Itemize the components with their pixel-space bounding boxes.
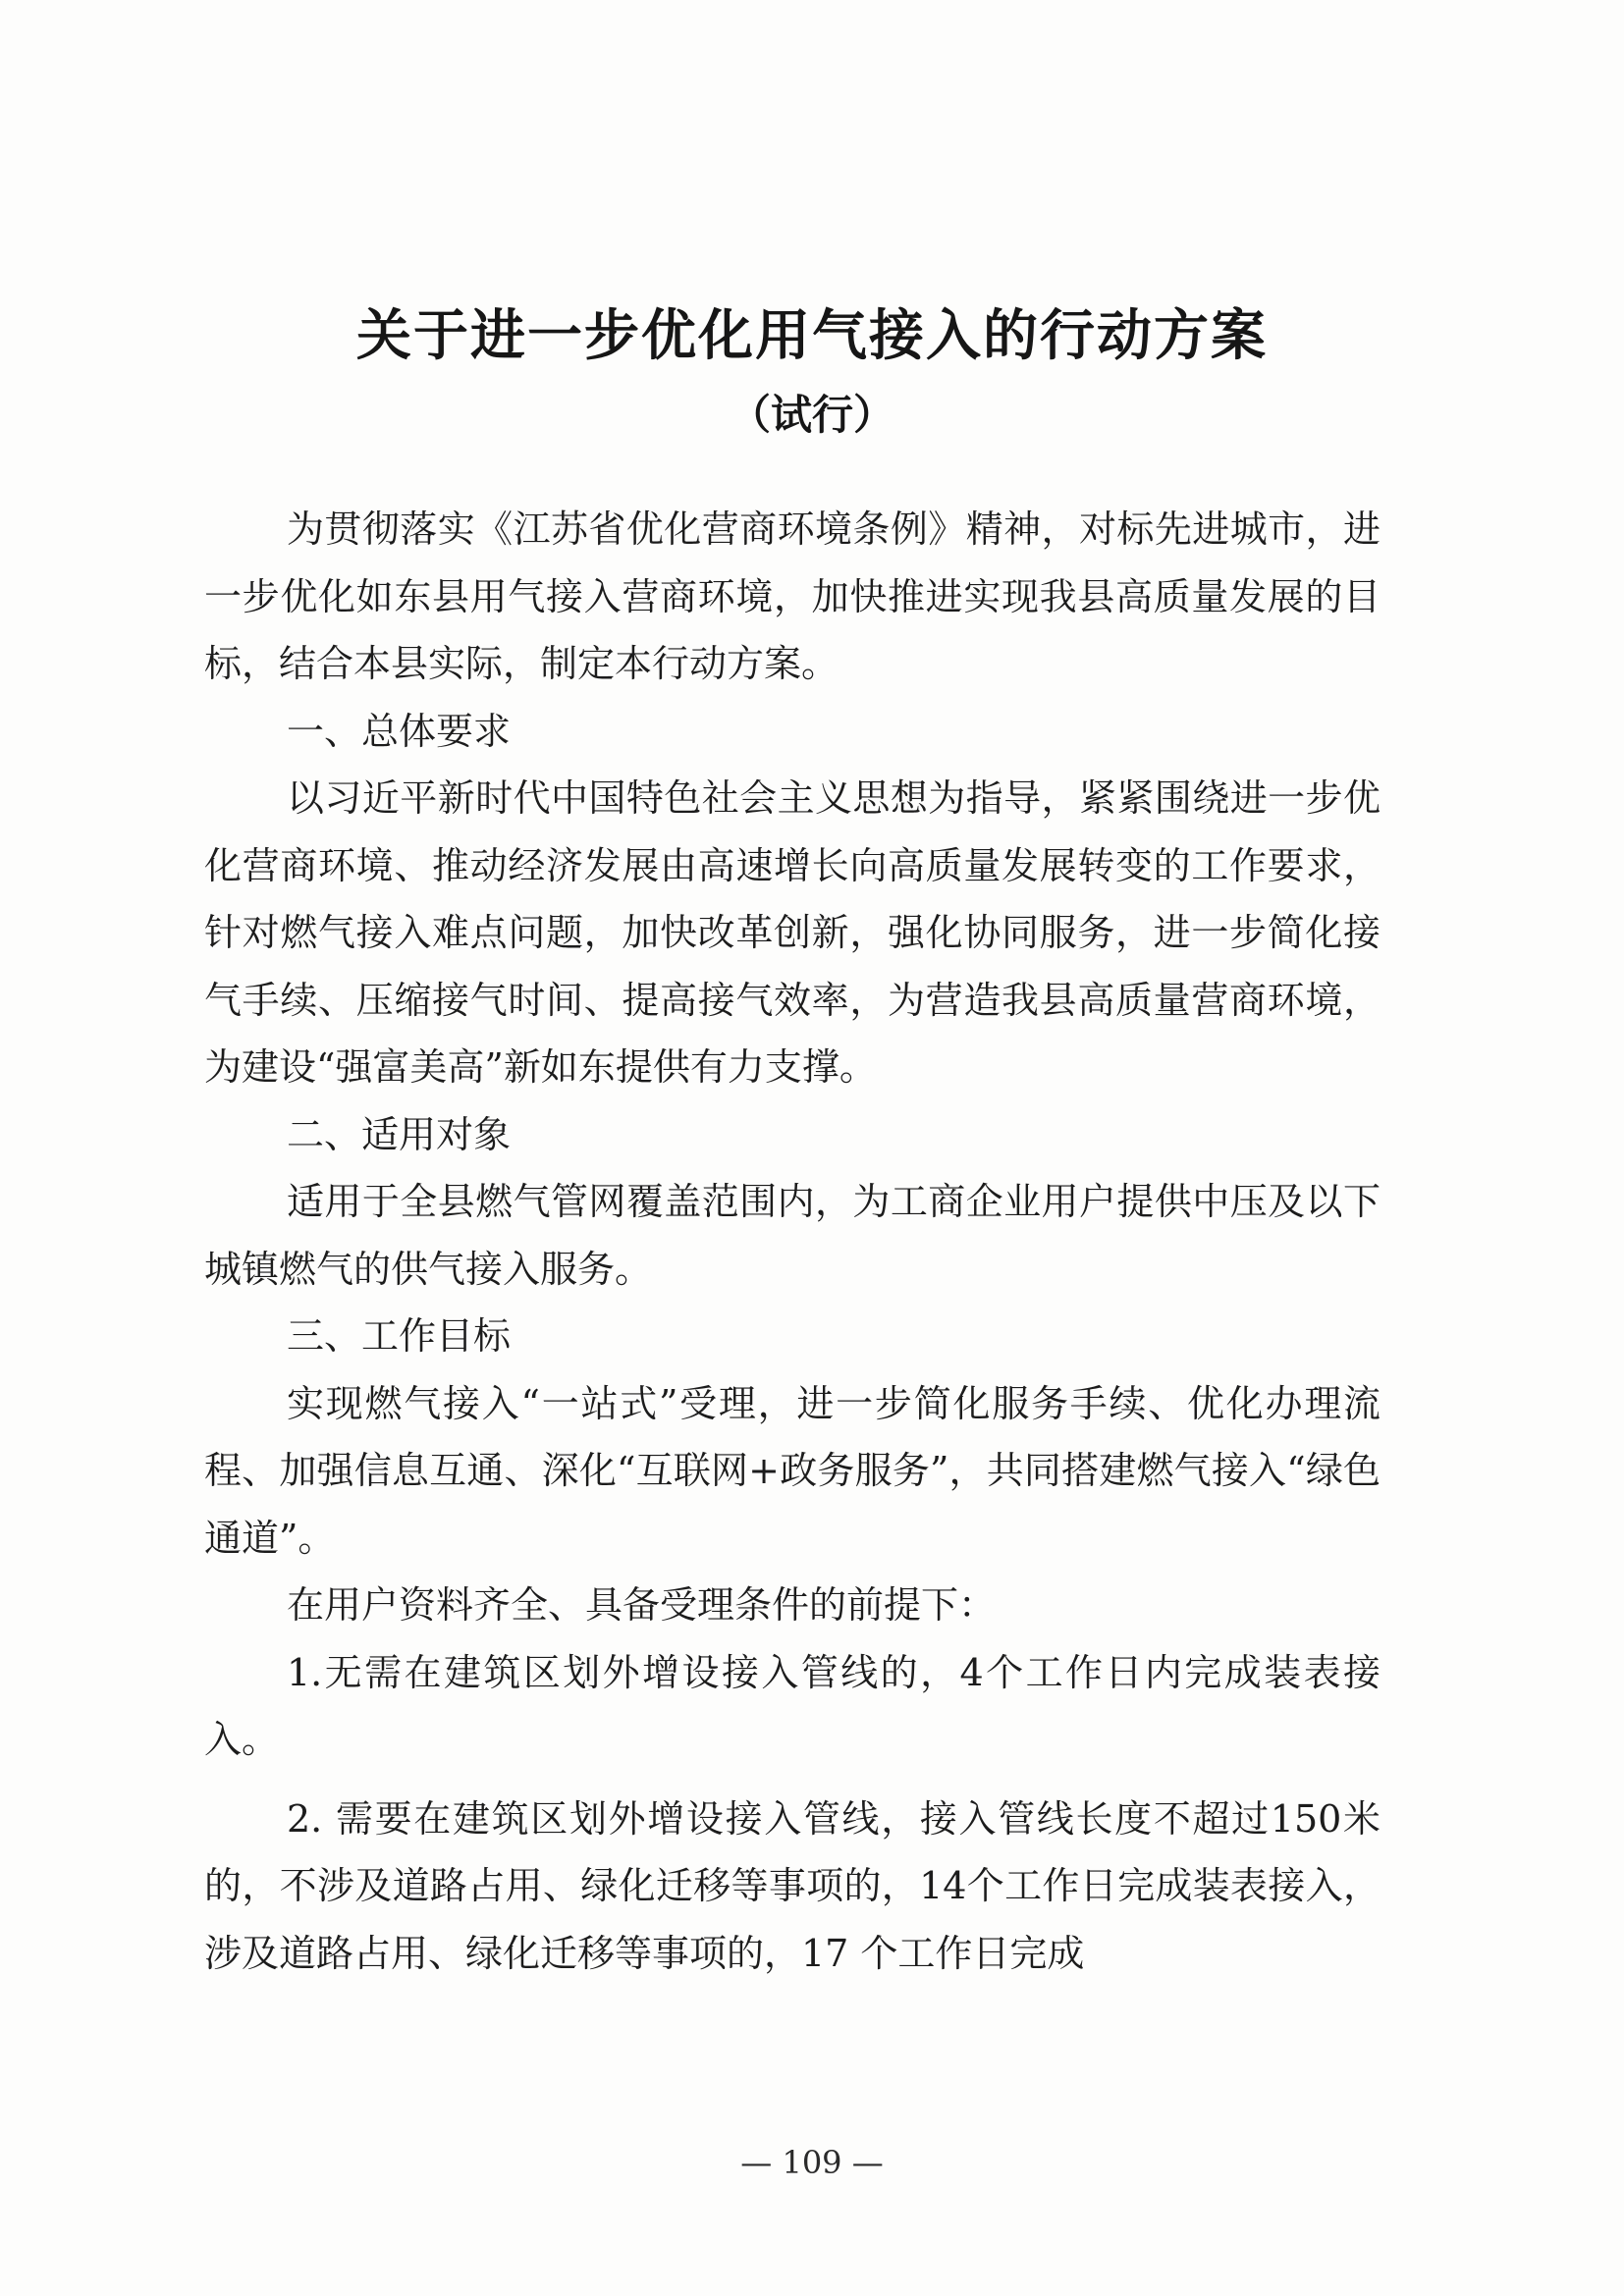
section-paragraph: 以习近平新时代中国特色社会主义思想为指导，紧紧围绕进一步优化营商环境、推动经济发展由高速增长向高质量发展转变的工作要求，针对燃气接入难点问题，加快改革创新，强化协同服务，进一步简化接气手续、压缩接气时间、提高接气效率，为营造我县高质量营商环境，为建设“强富美高”新如东提供有力支撑。 (204, 776, 1380, 1089)
section-heading-general-requirements: 一、总体要求 (287, 709, 512, 753)
list-item: 1.无需在建筑区划外增设接入管线的，4个工作日内完成装表接入。 (204, 1650, 1380, 1761)
page-number: — 109 — (740, 2144, 884, 2181)
document-subtitle: （试行） (729, 391, 894, 439)
document-body (204, 496, 1380, 1987)
section-paragraph: 在用户资料齐全、具备受理条件的前提下： (287, 1583, 997, 1627)
section-paragraph: 适用于全县燃气管网覆盖范围内，为工商企业用户提供中压及以下城镇燃气的供气接入服务。 (204, 1180, 1380, 1291)
intro-paragraph: 为贯彻落实《江苏省优化营商环境条例》精神，对标先进城市，进一步优化如东县用气接入营商环境，加快推进实现我县高质量发展的目标，结合本县实际，制定本行动方案。 (204, 507, 1380, 685)
document-title: 关于进一步优化用气接入的行动方案 (356, 304, 1268, 368)
section-paragraph: 实现燃气接入“一站式”受理，进一步简化服务手续、优化办理流程、加强信息互通、深化“互联网+政务服务”，共同搭建燃气接入“绿色通道”。 (204, 1381, 1380, 1560)
section-heading-applicable-objects: 二、适用对象 (287, 1112, 512, 1156)
list-item: 2. 需要在建筑区划外增设接入管线，接入管线长度不超过150米的，不涉及道路占用、绿化迁移等事项的，14个工作日完成装表接入，涉及道路占用、绿化迁移等事项的，17 个工作日完成 (204, 1796, 1380, 1975)
section-heading-work-goals: 三、工作目标 (287, 1314, 512, 1358)
